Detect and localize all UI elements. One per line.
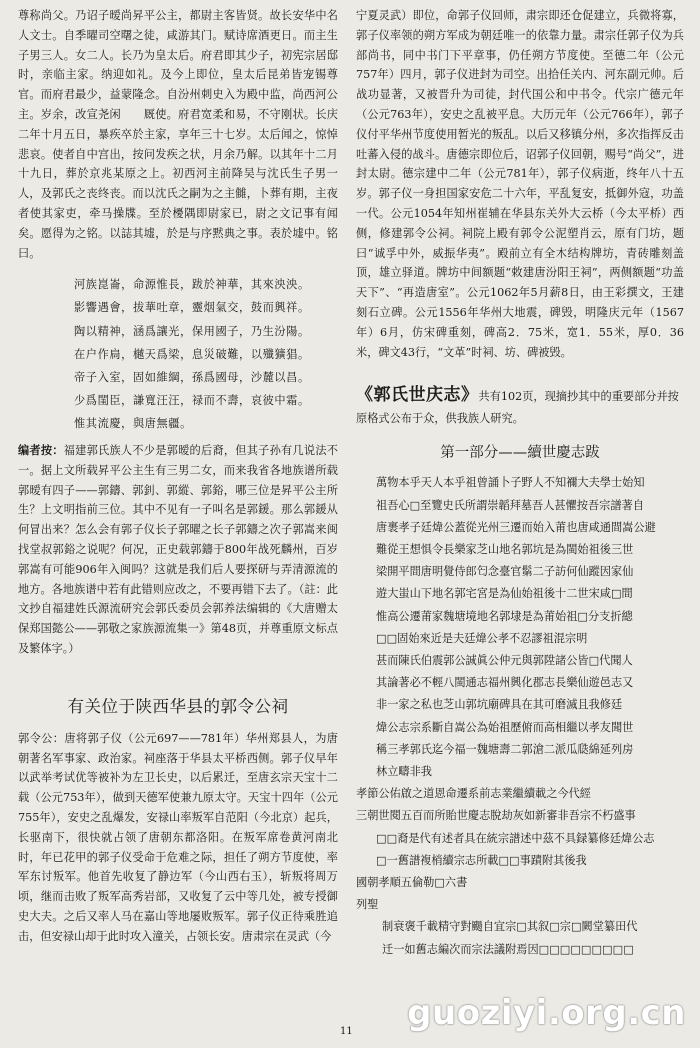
classical-text-2 [356,783,684,961]
classical-line: □一舊譜複梢續宗志所載□□事蹟附其後我 [376,853,587,867]
continued-text: 宁夏灵武）即位，命郭子仪回师，肃宗即还仓促建立，兵微将寡，郭子仪率领的朔方军成为朝廷唯一的依靠力量。肃宗任郭子仪为兵部尚书，同中书门下平章事，仍任朔方节度使。至德二年（公元757年）四月，郭子仪进封为司空。出拾任关内、河东副元帅。后战功显著，又被晋升为司徒，封代国公和中书令。代宗广德元年（公元763年），安史之乱被平息。大历元年（公元766年），郭子仪付平华州节度使用暂光的叛乱。以后又移镇分州，多次指挥反击吐蕃入侵的战斗。唐德宗即位后，诏郭子仪回朝，赐号“尚父”，进封太尉。德宗建中二年（公元781年），郭子仪病逝，终年八十五岁。郭子仪一身担国家安危二十六年，平乱复安，抵御外寇，功盖一代。公元1054年知州崔辅在华县东关外大云桥（今太平桥）西侧，修建郭令公祠。祠院上殿有郭令公泥塑肖云，原有门坊，题曰“诚孚中外，威振华夷”。殿前立有全木结构牌坊，青砖雕刻盖顶，雄立驿道。牌坊中间额题“敕建唐汾阳王祠”，两侧额题“功盖天下”、“再造唐室”。公元1062年5月薪8日，由王彩撰文，王建刻石立碑。公元1556年华州大地震，碑毁，明隆庆元年（1567年）6月，仿宋碑重刻，碑高2．75米，宽1．55米，厚0．36米，碑文43行，“文革”时祠、坊、碑被毁。 [356,9,684,359]
classical-line: 甚而陳氏伯震郭公誠眞公仲元與郭陞諸公皆□代聞人 [376,653,633,667]
book-desc: 共有102页，现摘抄其中的重要部分并按原格式公布于众，供我族人研究。 [356,390,679,426]
editor-note-label: 编者按： [18,444,64,458]
classical-line: 惟高公遷莆家魏塘境地名郭埭是為莆始祖□分支折總 [376,609,633,623]
classical-line: 三朝世閱五百而所貽世慶志脫劫灰如新審非吾宗不朽盛事 [356,809,636,823]
classical-line: 難從王想惧令長樂家芝山地名郭坑是為閩始祖後三世 [376,542,634,556]
classical-line: 制衰褒千載精守對颺自宜宗□其叙□宗□闕堂纂田代 [382,920,638,934]
poem-line: 少爲閨臣，謙寬汪汪，禄而不壽，哀彼中霜。 [74,393,310,407]
classical-line: 非一家之私也芝山郭坑廟碑具在其可磨滅且我修廷 [376,698,623,712]
page-number: 11 [340,1026,353,1037]
inscription-poem [74,273,338,435]
poem-line: 帝子入室，固如維綱，孫爲國母，沙麓以昌。 [74,370,310,384]
classical-line: 梁開平間唐明覺侍郎匄念臺官鬀二子訪何仙蹤因家仙 [376,565,634,579]
editor-note [18,441,338,659]
classical-line: □□固始來近是夫廷煒公孝不忍謬祖混宗明 [376,631,588,645]
classical-line: 其論著必不輕八閩通志福州興化郡志長樂仙遊邑志又 [376,676,634,690]
epitaph-text: 尊称尚父。乃诏子暧尚昇平公主，都尉主客皆贤。故长安华中名人文士。自季曜司空曙之徒，咸游其门。赋诗席酒更日。而主生子男三人。女二人。长乃为皇太后。府君即其少子，初宪宗居邸时，亲临主家。纳迎如礼。及今上即位，皇太后昆弟皆宠锡尊官。而府君最少，益蒙隆念。自汾州刺史入为殿中监，尚西河公主。岁余，改宣尧闲 厩使。府君宽柔和易，不守刚状。长庆二年十月五日，暴疾卒於主家，享年三十七岁。太后闻之，惊悼悲哀。使者自中宫出，按问发疾之状，月余乃解。以其年十二月十九日，葬於京兆某原之上。初西河主前降吴与沈氏生子男一人，及郭氏之丧终丧。而以沈氏之嗣为之主雠，卜葬有期，主夜者使其家吏，牵马操牒。至於櫌隅即尉家已，尉之文记事有闻矣。愿得为之铭。以誌其墟，於是与序黙典之事。表於墟中。铭曰。 [18,9,338,260]
classical-line: 稱三孝郭氏迄今福一魏塘壽二郭滄二派瓜瓞綿延列房 [376,742,634,756]
classical-line: 唐裹孝子廷煒公蓋從光州三遷而始入莆也唐咸通間嵩公避 [376,520,656,534]
classical-line: 林立疇非我 [376,764,432,778]
site-watermark: guoziyi.org.cn [407,993,686,1033]
classical-line: 國朝孝順五倫勒□六書 [356,876,468,889]
classical-text [356,472,684,783]
right-column [356,0,684,961]
book-intro [356,384,684,430]
poem-line: 陶以精神，涵爲讓光，保用國子，乃生汾陽。 [74,324,310,338]
poem-line: 在户作扃，樾天爲梁，息災破難，以殲獷猖。 [74,347,310,361]
poem-line: 影響遇會，拔華吐章，靈烟氣交，鼓而興祥。 [74,301,310,315]
classical-line: 祖吾心□至覽史氏所謂崇韜拜墓吾人甚懼按吾宗譜著自 [376,498,644,512]
section-title: 有关位于陕西华县的郭令公祠 [67,696,289,716]
classical-line: 迁一如舊志編次而宗法議附焉因□□□□□□□□□ [382,942,634,956]
classical-line: 萬物本乎天人本乎祖曾誦卜子野人不知禰大夫學士始知 [376,476,645,490]
classical-line: □□裔是代有述者具在統宗譜述中茲不具録纂修廷煒公志 [376,831,655,845]
part-title: 第一部分——續世慶志跋 [440,445,600,462]
poem-line: 惟其流慶，與唐無疆。 [74,416,192,430]
classical-line: 煒公志宗系斷自嵩公為始祖歷俯而高相繼以孝友聞世 [376,720,634,734]
section-body: 郭令公：唐将郭子仪（公元697——781年）华州郑县人，为唐朝著名军事家、政治家。祠座落于华县太平桥西侧。郭子仪早年以武举考试优等被补为左卫长史，以后累迁，至唐玄宗天宝十二载（公元753年），做到天德军使兼九原太守。天宝十四年（公元755年），安史之乱爆发，安禄山率叛军自范阳（今北京）起兵，长驱南下，很快就占领了唐朝东都洛阳。在叛军席卷黄河南北时，年已花甲的郭子仪受命于危难之际，担任了朔方节度使，率军东讨叛军。他首先收复了静边军（今山西右玉），斩叛将周万顷，继而击败了叛军高秀岩部，又收复了云中等几处，被专授御史大夫。之后又率人马在嘉山等地屡败叛军。郭子仪正待乘胜追击，但安禄山却于此时攻入潼关，占领长安。唐肃宗在灵武（今 [18,731,338,943]
poem-line: 河族崑崙，命源惟長，跋於神華，其來泱泱。 [74,278,310,292]
classical-line: 列聖 [356,898,379,912]
editor-note-text: 福建郭氏族人不少是郭暧的后裔，但其子孙有几说法不一。据上文所载昇平公主生有三男二女，而来我省各地族谱所载郭暧有四子——郭鑄、郭釗、郭縱、郭鋊，哪三位是昇平公主所生？上文明指前三位。其中不见有一子叫名是郭鍰。那么郭鍰从何冒出来？怎么会有郭子仪长子郭曜之长子郭鑄之次子郭嵩来闽找堂叔郭鋊之说呢？何况，正史载郭鑄于800年战死麟州，百岁郭嵩有可能906年入闽吗？这就是我们后人要探研与弄清源流的地方。各地族谱中若有此错则应改之，不要再错下去了。（註：此文抄自福建姓氏源流研究会郭氏委员会郭养法编辑的《大唐赠太保郑国懿公——郭敬之家族源流集一》第48页，并尊重原文标点及繁体字。） [18,444,338,655]
classical-line: 遊大蚩山下地名郭宅宮是為仙始祖後十二世宋咸□間 [376,587,633,601]
classical-line: 孝節公佑啟之道恩命遷系前志業繼續載之今代經 [356,787,591,801]
book-title: 《郭氏世庆志》 [356,385,479,406]
left-column [18,0,338,947]
